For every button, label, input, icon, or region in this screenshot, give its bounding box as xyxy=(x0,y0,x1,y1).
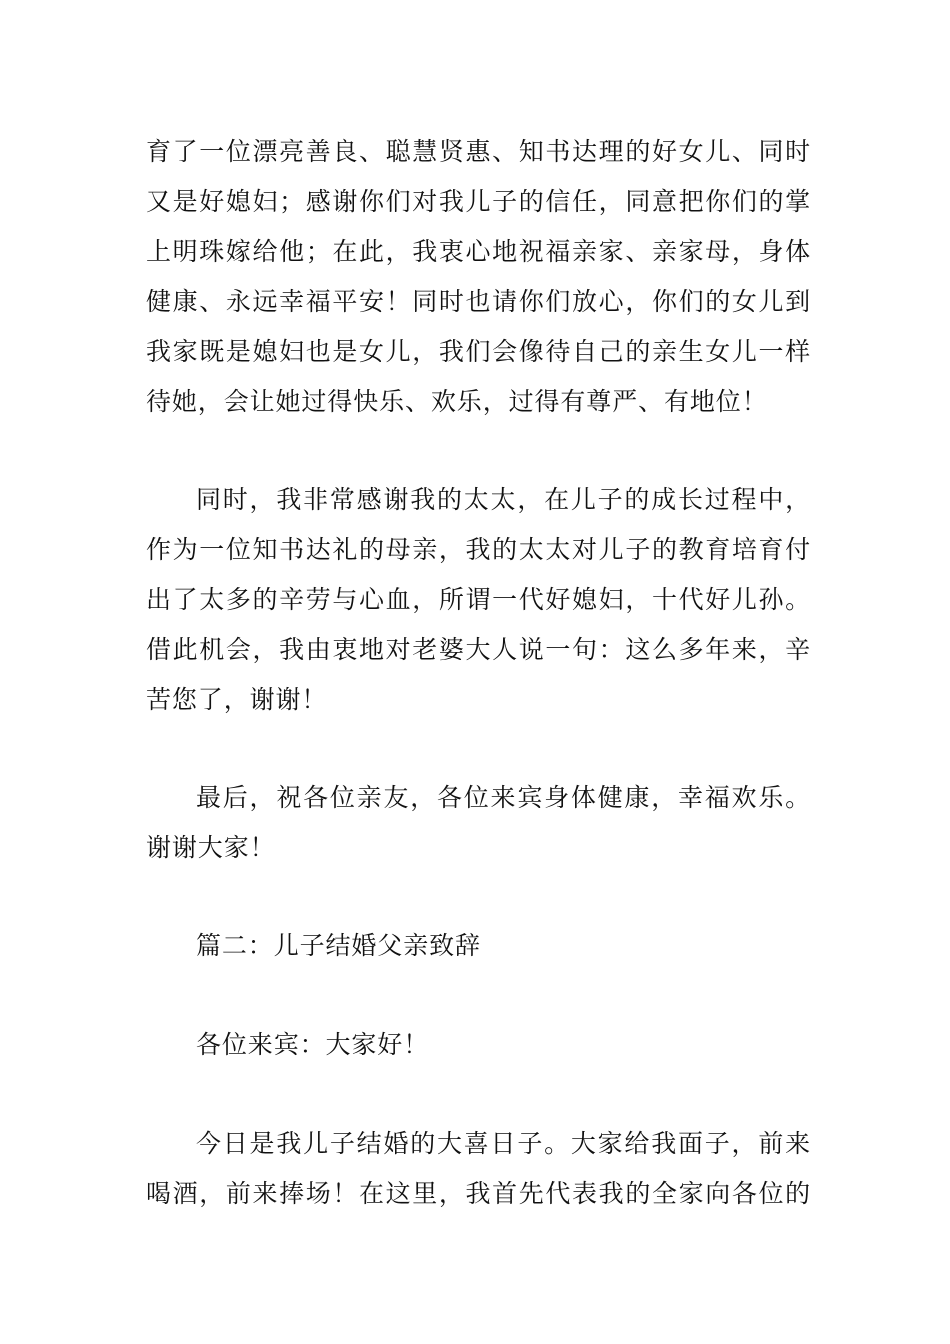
paragraph-line: 同时，我非常感谢我的太太，在儿子的成长过程中， xyxy=(196,485,811,514)
paragraph-line: 最后，祝各位亲友，各位来宾身体健康，幸福欢乐。 xyxy=(196,783,811,812)
paragraph-line: 谢谢大家！ xyxy=(146,833,276,862)
paragraph-line: 我家既是媳妇也是女儿，我们会像待自己的亲生女儿一样 xyxy=(146,337,811,366)
paragraph-line: 作为一位知书达礼的母亲，我的太太对儿子的教育培育付 xyxy=(146,535,811,564)
paragraph-line: 上明珠嫁给他；在此，我衷心地祝福亲家、亲家母，身体 xyxy=(146,237,811,266)
paragraph-line: 今日是我儿子结婚的大喜日子。大家给我面子，前来 xyxy=(196,1129,811,1158)
paragraph-line: 待她，会让她过得快乐、欢乐，过得有尊严、有地位！ xyxy=(146,387,768,416)
paragraph-line: 出了太多的辛劳与心血，所谓一代好媳妇，十代好儿孙。 xyxy=(146,585,811,614)
paragraph-line: 借此机会，我由衷地对老婆大人说一句：这么多年来，辛 xyxy=(146,635,811,664)
paragraph-line: 又是好媳妇；感谢你们对我儿子的信任，同意把你们的掌 xyxy=(146,187,811,216)
greeting-line: 各位来宾：大家好！ xyxy=(196,1030,430,1059)
paragraph-line: 苦您了，谢谢！ xyxy=(146,685,328,714)
paragraph-line: 健康、永远幸福平安！同时也请你们放心，你们的女儿到 xyxy=(146,287,811,316)
paragraph-line: 育了一位漂亮善良、聪慧贤惠、知书达理的好女儿、同时 xyxy=(146,137,811,166)
section-heading: 篇二：儿子结婚父亲致辞 xyxy=(196,931,481,960)
paragraph-line: 喝酒，前来捧场！在这里，我首先代表我的全家向各位的 xyxy=(146,1179,811,1208)
